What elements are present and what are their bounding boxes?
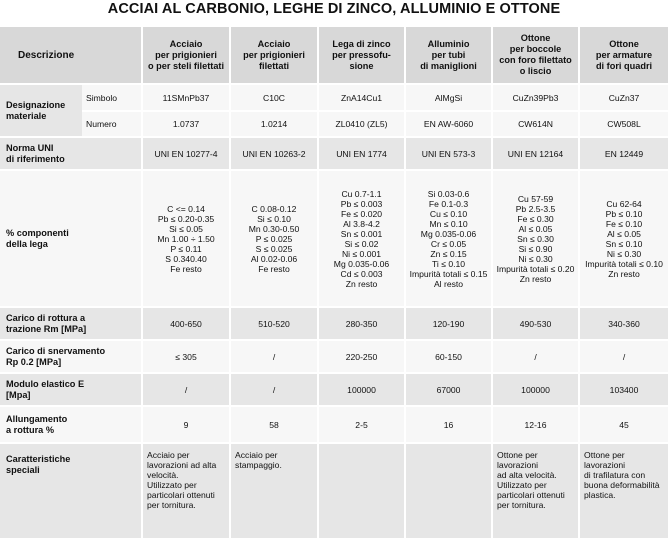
row-carico-rottura xyxy=(0,307,668,340)
header-description: Descrizione xyxy=(0,27,142,84)
simbolo-cell: AlMgSi xyxy=(405,84,492,111)
row-numero xyxy=(0,111,668,137)
simbolo-cell: C10C xyxy=(230,84,318,111)
norma-cell: EN 12449 xyxy=(579,137,668,170)
carico-rottura-cell: 280-350 xyxy=(318,307,405,340)
modulo-cell: 103400 xyxy=(579,373,668,406)
componenti-label: % componenti della lega xyxy=(0,170,142,307)
simbolo-cell: 11SMnPb37 xyxy=(142,84,230,111)
row-modulo xyxy=(0,373,668,406)
page-title: ACCIAI AL CARBONIO, LEGHE DI ZINCO, ALLUMINIO E OTTONE xyxy=(107,1,561,17)
allungamento-label: Allungamento a rottura % xyxy=(0,406,142,443)
allungamento-cell: 9 xyxy=(142,406,230,443)
componenti-cell: Cu 57-59 Pb 2.5-3.5 Fe ≤ 0.30 Al ≤ 0.05 Sn ≤ 0.30 Si ≤ 0.90 Ni ≤ 0.30 Impurità totali ≤ 0.20 Zn resto xyxy=(492,170,579,307)
norma-cell: UNI EN 1774 xyxy=(318,137,405,170)
carico-rottura-label: Carico di rottura a trazione Rm [MPa] xyxy=(0,307,142,340)
simbolo-label: Simbolo xyxy=(82,84,142,111)
caratteristiche-cell: Ottone per lavorazioni ad alta velocità. Utilizzato per particolari ottenuti per tornitura. xyxy=(492,443,579,538)
norma-cell: UNI EN 10263-2 xyxy=(230,137,318,170)
allungamento-cell: 45 xyxy=(579,406,668,443)
header-col-1: Acciaio per prigionieri o per steli filettati xyxy=(142,27,230,84)
componenti-cell: Si 0.03-0.6 Fe 0.1-0.3 Cu ≤ 0.10 Mn ≤ 0.10 Mg 0.035-0.06 Cr ≤ 0.05 Zn ≤ 0.15 Ti ≤ 0.10 Impurità totali ≤ 0.15 Al resto xyxy=(405,170,492,307)
allungamento-cell: 16 xyxy=(405,406,492,443)
numero-cell: CW614N xyxy=(492,111,579,137)
header-col-4: Alluminio per tubi di maniglioni xyxy=(405,27,492,84)
row-norma xyxy=(0,137,668,170)
materials-table xyxy=(0,27,668,538)
carico-snervamento-cell: / xyxy=(579,340,668,373)
numero-cell: CW508L xyxy=(579,111,668,137)
norma-label: Norma UNI di riferimento xyxy=(0,137,142,170)
componenti-cell: Cu 0.7-1.1 Pb ≤ 0.003 Fe ≤ 0.020 Al 3.8-4.2 Sn ≤ 0.001 Si ≤ 0.02 Ni ≤ 0.001 Mg 0.035-0.06 Cd ≤ 0.003 Zn resto xyxy=(318,170,405,307)
modulo-cell: 67000 xyxy=(405,373,492,406)
header-col-3: Lega di zinco per pressofu- sione xyxy=(318,27,405,84)
modulo-cell: / xyxy=(142,373,230,406)
row-simbolo xyxy=(0,84,668,111)
componenti-cell: C 0.08-0.12 Si ≤ 0.10 Mn 0.30-0.50 P ≤ 0.025 S ≤ 0.025 Al 0.02-0.06 Fe resto xyxy=(230,170,318,307)
carico-snervamento-label: Carico di snervamento Rp 0.2 [MPa] xyxy=(0,340,142,373)
numero-label: Numero xyxy=(82,111,142,137)
row-allungamento xyxy=(0,406,668,443)
carico-rottura-cell: 120-190 xyxy=(405,307,492,340)
numero-cell: 1.0214 xyxy=(230,111,318,137)
row-carico-snervamento xyxy=(0,340,668,373)
modulo-cell: 100000 xyxy=(318,373,405,406)
designazione-label: Designazione materiale xyxy=(0,84,82,137)
carico-rottura-cell: 490-530 xyxy=(492,307,579,340)
carico-snervamento-cell: ≤ 305 xyxy=(142,340,230,373)
carico-snervamento-cell: 60-150 xyxy=(405,340,492,373)
norma-cell: UNI EN 10277-4 xyxy=(142,137,230,170)
caratteristiche-label: Caratteristiche speciali xyxy=(0,443,142,538)
allungamento-cell: 2-5 xyxy=(318,406,405,443)
carico-rottura-cell: 510-520 xyxy=(230,307,318,340)
modulo-cell: / xyxy=(230,373,318,406)
carico-rottura-cell: 340-360 xyxy=(579,307,668,340)
header-row xyxy=(0,27,668,84)
header-col-6: Ottone per armature di fori quadri xyxy=(579,27,668,84)
row-componenti xyxy=(0,170,668,307)
row-caratteristiche xyxy=(0,443,668,538)
carico-rottura-cell: 400-650 xyxy=(142,307,230,340)
componenti-cell: Cu 62-64 Pb ≤ 0.10 Fe ≤ 0.10 Al ≤ 0.05 Sn ≤ 0.10 Ni ≤ 0.30 Impurità totali ≤ 0.10 Zn resto xyxy=(579,170,668,307)
simbolo-cell: CuZn37 xyxy=(579,84,668,111)
allungamento-cell: 12-16 xyxy=(492,406,579,443)
norma-cell: UNI EN 12164 xyxy=(492,137,579,170)
modulo-cell: 100000 xyxy=(492,373,579,406)
componenti-cell: C <= 0.14 Pb ≤ 0.20-0.35 Si ≤ 0.05 Mn 1.00 ÷ 1.50 P ≤ 0.11 S 0.340.40 Fe resto xyxy=(142,170,230,307)
caratteristiche-cell xyxy=(318,443,405,538)
caratteristiche-cell xyxy=(405,443,492,538)
simbolo-cell: ZnA14Cu1 xyxy=(318,84,405,111)
header-col-2: Acciaio per prigionieri filettati xyxy=(230,27,318,84)
caratteristiche-cell: Acciaio per stampaggio. xyxy=(230,443,318,538)
numero-cell: ZL0410 (ZL5) xyxy=(318,111,405,137)
caratteristiche-cell: Acciaio per lavorazioni ad alta velocità. Utilizzato per particolari ottenuti per tornitura. xyxy=(142,443,230,538)
caratteristiche-cell: Ottone per lavorazioni di trafilatura con buona deformabilità plastica. xyxy=(579,443,668,538)
simbolo-cell: CuZn39Pb3 xyxy=(492,84,579,111)
header-col-5: Ottone per boccole con foro filettato o liscio xyxy=(492,27,579,84)
numero-cell: 1.0737 xyxy=(142,111,230,137)
allungamento-cell: 58 xyxy=(230,406,318,443)
carico-snervamento-cell: 220-250 xyxy=(318,340,405,373)
norma-cell: UNI EN 573-3 xyxy=(405,137,492,170)
modulo-label: Modulo elastico E [Mpa] xyxy=(0,373,142,406)
numero-cell: EN AW-6060 xyxy=(405,111,492,137)
carico-snervamento-cell: / xyxy=(230,340,318,373)
carico-snervamento-cell: / xyxy=(492,340,579,373)
